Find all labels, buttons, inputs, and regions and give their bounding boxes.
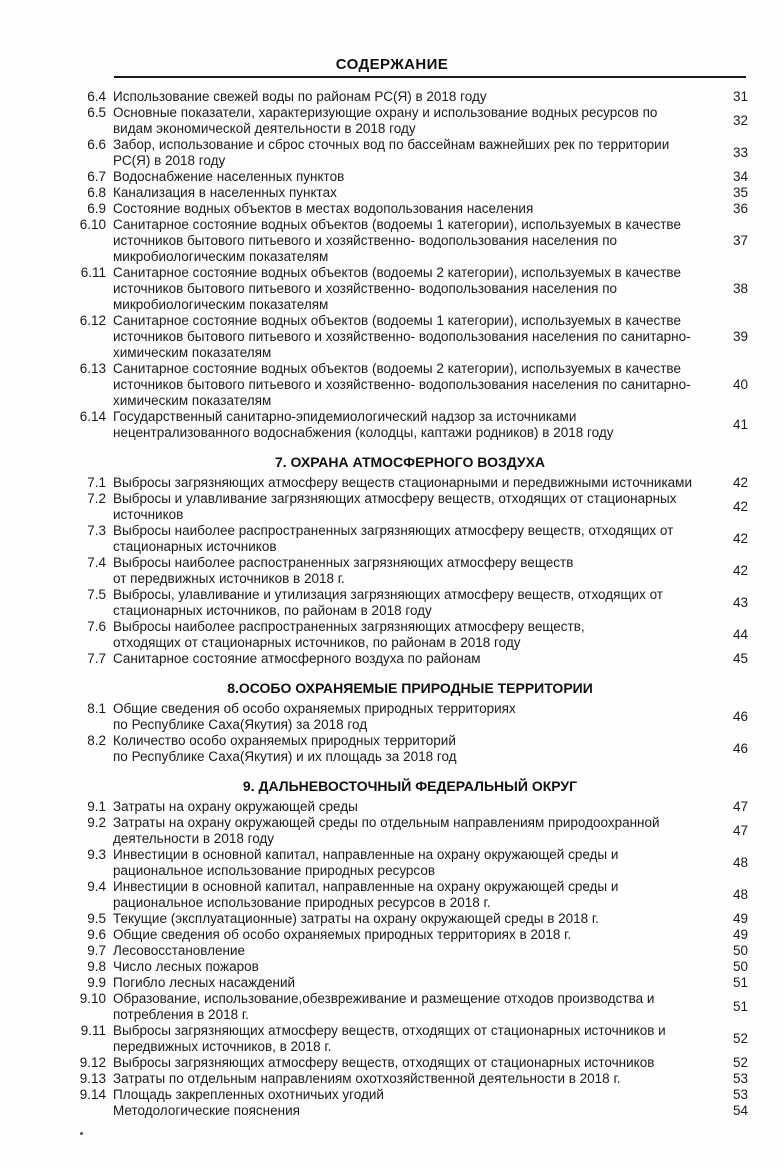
entry-line: Использование свежей воды по районам РС(Я) в 2018 году <box>113 89 487 104</box>
toc-entry <box>72 1087 748 1103</box>
entry-text <box>113 89 708 105</box>
toc-entry <box>72 847 748 879</box>
entry-text <box>113 1023 708 1055</box>
toc-entry <box>72 651 748 667</box>
entry-page-number: 40 <box>732 377 748 392</box>
entry-line: Инвестиции в основной капитал, направленные на охрану окружающей среды и <box>113 847 619 862</box>
entry-line: источников бытового питьевого и хозяйственно- водопользования населения по <box>113 281 618 296</box>
toc-entry <box>72 313 748 361</box>
entry-line: по Республике Саха(Якутия) и их площадь за 2018 год <box>113 749 457 764</box>
entry-text <box>113 799 708 815</box>
entry-text <box>113 201 708 217</box>
entry-line: Состояние водных объектов в местах водопользования населения <box>113 201 534 216</box>
entry-line: нецентрализованного водоснабжения (колодцы, каптажи родников) в 2018 году <box>113 425 614 440</box>
entry-line: Выбросы загрязняющих атмосферу веществ стационарными и передвижными источниками <box>113 475 692 490</box>
entry-number: 6.6 <box>87 137 106 152</box>
entry-page-number: 48 <box>732 855 748 870</box>
toc-list <box>0 89 784 1119</box>
header-rule <box>114 76 746 78</box>
entry-line: химическим показателям <box>113 393 272 408</box>
toc-entry <box>72 409 748 441</box>
entry-page-number: 51 <box>732 975 748 990</box>
page-title: СОДЕРЖАНИЕ <box>335 56 449 73</box>
entry-line: Число лесных пожаров <box>113 959 259 974</box>
entry-line: Количество особо охраняемых природных территорий <box>113 733 456 748</box>
entry-line: деятельности в 2018 году <box>113 831 275 846</box>
toc-entry <box>72 1055 748 1071</box>
entry-number: 9.10 <box>79 991 106 1006</box>
entry-line: Санитарное состояние атмосферного воздуха по районам <box>113 651 481 666</box>
entry-number: 9.7 <box>87 943 106 958</box>
entry-number: 7.1 <box>87 475 106 490</box>
entry-page-number: 32 <box>732 113 748 128</box>
entry-text <box>113 959 708 975</box>
entry-number: 9.9 <box>87 975 106 990</box>
entry-text <box>113 555 708 587</box>
toc-entry <box>72 619 748 651</box>
entry-line: Затраты по отдельным направлениям охотхозяйственной деятельности в 2018 г. <box>113 1071 621 1086</box>
entry-line: Выбросы, улавливание и утилизация загрязняющих атмосферу веществ, отходящих от <box>113 587 663 602</box>
toc-entry <box>72 927 748 943</box>
entry-page-number: 33 <box>732 145 748 160</box>
entry-text <box>113 619 708 651</box>
toc-entry <box>72 975 748 991</box>
entry-page-number: 35 <box>732 185 748 200</box>
toc-entry <box>72 523 748 555</box>
entry-text <box>113 991 708 1023</box>
entry-number: 6.4 <box>87 89 106 104</box>
entry-number: 7.4 <box>87 555 106 570</box>
entry-text <box>113 587 708 619</box>
entry-number: 8.2 <box>87 733 106 748</box>
toc-entry <box>72 799 748 815</box>
scan-speck <box>80 1132 83 1135</box>
toc-entry <box>72 1023 748 1055</box>
entry-line: Выбросы и улавливание загрязняющих атмосферу веществ, отходящих от стационарных <box>113 491 677 506</box>
entry-line: Государственный санитарно-эпидемиологический надзор за источниками <box>113 409 577 424</box>
entry-text <box>113 105 708 137</box>
entry-line: микробиологическим показателям <box>113 249 329 264</box>
entry-line: Выбросы наиболее распространенных загрязняющих атмосферу веществ, отходящих от <box>113 523 674 538</box>
toc-entry <box>72 555 748 587</box>
entry-line: Общие сведения об особо охраняемых природных территориях <box>113 701 516 716</box>
toc-entry <box>72 185 748 201</box>
entry-number: 7.7 <box>87 651 106 666</box>
entry-page-number: 47 <box>732 823 748 838</box>
toc-entry <box>72 991 748 1023</box>
entry-line: Лесовосстановление <box>113 943 246 958</box>
entry-number: 6.8 <box>87 185 106 200</box>
entry-line: Затраты на охрану окружающей среды <box>113 799 358 814</box>
entry-line: источников бытового питьевого и хозяйственно- водопользования населения по санитарно- <box>113 329 691 344</box>
entry-page-number: 44 <box>732 627 748 642</box>
toc-entry <box>72 959 748 975</box>
entry-line: Текущие (эксплуатационные) затраты на охрану окружающей среды в 2018 г. <box>113 911 599 926</box>
entry-text <box>113 491 708 523</box>
entry-page-number: 53 <box>732 1087 748 1102</box>
toc-entry <box>72 201 748 217</box>
entry-text <box>113 217 708 265</box>
entry-line: отходящих от стационарных источников, по районам в 2018 году <box>113 635 521 650</box>
toc-entry <box>72 1071 748 1087</box>
entry-line: Санитарное состояние водных объектов (водоемы 2 категории), используемых в качестве <box>113 265 681 280</box>
entry-page-number: 43 <box>732 595 748 610</box>
entry-page-number: 52 <box>732 1055 748 1070</box>
entry-line: по Республике Саха(Якутия) за 2018 год <box>113 717 368 732</box>
entry-text <box>113 911 708 927</box>
entry-line: рациональное использование природных ресурсов <box>113 863 436 878</box>
entry-line: Общие сведения об особо охраняемых природных территориях в 2018 г. <box>113 927 572 942</box>
entry-text <box>113 975 708 991</box>
entry-page-number: 41 <box>732 417 748 432</box>
entry-number: 9.13 <box>79 1071 106 1086</box>
entry-line: Выбросы наиболее распостраненных загрязняющих атмосферу веществ <box>113 555 574 570</box>
entry-number: 7.3 <box>87 523 106 538</box>
entry-text <box>113 1087 708 1103</box>
entry-line: стационарных источников, по районам в 2018 году <box>113 603 432 618</box>
entry-text <box>113 1055 708 1071</box>
entry-line: РС(Я) в 2018 году <box>113 153 226 168</box>
toc-entry <box>72 105 748 137</box>
entry-number: 9.6 <box>87 927 106 942</box>
entry-line: Методологические пояснения <box>113 1103 300 1118</box>
entry-number: 6.7 <box>87 169 106 184</box>
entry-line: Инвестиции в основной капитал, направленные на охрану окружающей среды и <box>113 879 619 894</box>
entry-number: 6.13 <box>79 361 106 376</box>
entry-text <box>113 847 708 879</box>
entry-page-number: 48 <box>732 887 748 902</box>
toc-entry <box>72 217 748 265</box>
entry-text <box>113 137 708 169</box>
entry-line: Санитарное состояние водных объектов (водоемы 1 категории), используемых в качестве <box>113 313 681 328</box>
entry-page-number: 54 <box>732 1103 748 1118</box>
entry-text <box>113 523 708 555</box>
section-heading: 9. ДАЛЬНЕВОСТОЧНЫЙ ФЕДЕРАЛЬНЫЙ ОКРУГ <box>242 778 578 794</box>
toc-entry <box>72 815 748 847</box>
entry-page-number: 42 <box>732 499 748 514</box>
entry-number: 9.5 <box>87 911 106 926</box>
entry-text <box>113 1071 708 1087</box>
entry-number: 9.8 <box>87 959 106 974</box>
entry-number: 6.14 <box>79 409 106 424</box>
entry-number: 6.5 <box>87 105 106 120</box>
entry-line: источников бытового питьевого и хозяйственно- водопользования населения по санитарно- <box>113 377 691 392</box>
entry-text <box>113 927 708 943</box>
entry-page-number: 42 <box>732 475 748 490</box>
entry-number: 6.9 <box>87 201 106 216</box>
toc-entry <box>72 265 748 313</box>
entry-number: 9.1 <box>87 799 106 814</box>
entry-page-number: 39 <box>732 329 748 344</box>
entry-line: Образование, использование,обезвреживание и размещение отходов производства и <box>113 991 655 1006</box>
entry-page-number: 45 <box>732 651 748 666</box>
entry-page-number: 31 <box>732 89 748 104</box>
entry-text <box>113 733 708 765</box>
entry-number: 9.11 <box>80 1023 106 1038</box>
entry-page-number: 36 <box>732 201 748 216</box>
entry-line: потребления в 2018 г. <box>113 1007 249 1022</box>
entry-text <box>113 1103 708 1119</box>
toc-entry <box>72 701 748 733</box>
toc-entry <box>72 879 748 911</box>
entry-number: 6.10 <box>79 217 106 232</box>
toc-entry <box>72 361 748 409</box>
entry-page-number: 49 <box>732 911 748 926</box>
entry-line: передвижных источников, в 2018 г. <box>113 1039 332 1054</box>
toc-entry <box>72 169 748 185</box>
entry-page-number: 42 <box>732 531 748 546</box>
entry-line: Канализация в населенных пунктах <box>113 185 337 200</box>
entry-text <box>113 701 708 733</box>
entry-text <box>113 265 708 313</box>
toc-entry <box>72 587 748 619</box>
entry-page-number: 46 <box>732 709 748 724</box>
entry-line: Основные показатели, характеризующие охрану и использование водных ресурсов по <box>113 105 658 120</box>
page-header <box>0 0 784 78</box>
entry-line: Выбросы наиболее распространенных загрязняющих атмосферу веществ, <box>113 619 585 634</box>
toc-entry <box>72 1103 748 1119</box>
entry-line: микробиологическим показателям <box>113 297 329 312</box>
entry-line: Санитарное состояние водных объектов (водоемы 2 категории), используемых в качестве <box>113 361 681 376</box>
entry-number: 9.2 <box>87 815 106 830</box>
entry-number: 6.12 <box>79 313 106 328</box>
entry-text <box>113 361 708 409</box>
entry-text <box>113 409 708 441</box>
entry-line: Водоснабжение населенных пунктов <box>113 169 345 184</box>
entry-page-number: 49 <box>732 927 748 942</box>
entry-line: Выбросы загрязняющих атмосферу веществ, отходящих от стационарных источников и <box>113 1023 666 1038</box>
entry-number: 9.12 <box>79 1055 106 1070</box>
entry-number: 7.6 <box>87 619 106 634</box>
entry-text <box>113 185 708 201</box>
section-heading: 7. ОХРАНА АТМОСФЕРНОГО ВОЗДУХА <box>274 454 546 470</box>
entry-number: 7.5 <box>87 587 106 602</box>
entry-page-number: 50 <box>732 943 748 958</box>
entry-line: видам экономической деятельности в 2018 году <box>113 121 416 136</box>
entry-line: Затраты на охрану окружающей среды по отдельным направлениям природоохранной <box>113 815 660 830</box>
entry-page-number: 51 <box>732 999 748 1014</box>
section-heading: 8.ОСОБО ОХРАНЯЕМЫЕ ПРИРОДНЫЕ ТЕРРИТОРИИ <box>227 680 593 696</box>
toc-entry <box>72 733 748 765</box>
entry-text <box>113 815 708 847</box>
toc-entry <box>72 911 748 927</box>
toc-entry <box>72 491 748 523</box>
entry-line: источников бытового питьевого и хозяйственно- водопользования населения по <box>113 233 618 248</box>
entry-number: 9.3 <box>87 847 106 862</box>
entry-page-number: 53 <box>732 1071 748 1086</box>
entry-page-number: 38 <box>732 281 748 296</box>
entry-line: от передвижных источников в 2018 г. <box>113 571 345 586</box>
entry-line: рациональное использование природных ресурсов в 2018 г. <box>113 895 491 910</box>
toc-entry <box>72 943 748 959</box>
entry-text <box>113 313 708 361</box>
entry-line: Погибло лесных насаждений <box>113 975 296 990</box>
entry-line: Выбросы загрязняющих атмосферу веществ, отходящих от стационарных источников <box>113 1055 655 1070</box>
toc-entry <box>72 89 748 105</box>
entry-text <box>113 475 708 491</box>
entry-page-number: 52 <box>732 1031 748 1046</box>
toc-entry <box>72 475 748 491</box>
entry-text <box>113 879 708 911</box>
entry-text <box>113 943 708 959</box>
entry-page-number: 37 <box>732 233 748 248</box>
entry-page-number: 47 <box>732 799 748 814</box>
entry-line: источников <box>113 507 184 522</box>
entry-line: стационарных источников <box>113 539 277 554</box>
entry-text <box>113 169 708 185</box>
entry-page-number: 42 <box>732 563 748 578</box>
entry-number: 6.11 <box>80 265 106 280</box>
entry-number: 8.1 <box>87 701 106 716</box>
entry-number: 9.14 <box>79 1087 106 1102</box>
entry-line: Санитарное состояние водных объектов (водоемы 1 категории), используемых в качестве <box>113 217 681 232</box>
toc-entry <box>72 137 748 169</box>
entry-page-number: 46 <box>732 741 748 756</box>
entry-page-number: 50 <box>732 959 748 974</box>
entry-line: химическим показателям <box>113 345 272 360</box>
entry-text <box>113 651 708 667</box>
entry-page-number: 34 <box>732 169 748 184</box>
entry-line: Забор, использование и сброс сточных вод по бассейнам важнейших рек по территории <box>113 137 670 152</box>
entry-number: 9.4 <box>87 879 106 894</box>
entry-number: 7.2 <box>87 491 106 506</box>
entry-line: Площадь закрепленных охотничьих угодий <box>113 1087 384 1102</box>
